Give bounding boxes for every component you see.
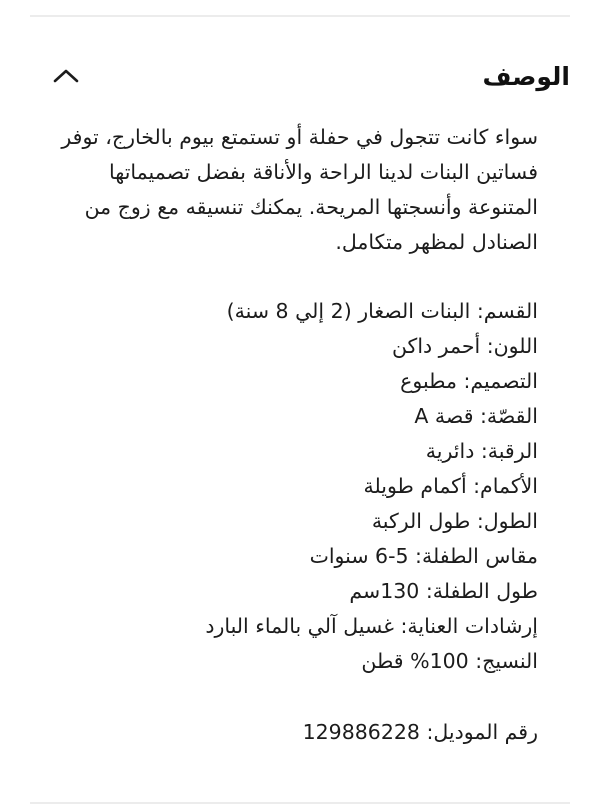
description-header[interactable] (30, 48, 570, 104)
section-title: الوصف (482, 61, 570, 91)
specs-list (38, 294, 538, 679)
spec-sleeves: الأكمام: أكمام طويلة (363, 474, 538, 498)
collapse-button[interactable] (46, 56, 86, 96)
description-paragraph: سواء كانت تتجول في حفلة أو تستمتع بيوم بالخارج، توفر فساتين البنات لدينا الراحة والأناقة بفضل تصميماتها المتنوعة وأنسجتها المريحة. يمكنك تنسيقه مع زوج من الصنادل لمظهر متكامل. (61, 125, 538, 254)
spec-color: اللون: أحمر داكن (391, 334, 538, 358)
description-content (38, 120, 538, 750)
bottom-divider (30, 802, 570, 804)
spec-care-instructions: إرشادات العناية: غسيل آلي بالماء البارد (205, 614, 538, 638)
chevron-up-icon (53, 68, 79, 84)
spec-length: الطول: طول الركبة (371, 509, 538, 533)
spec-child-height: طول الطفلة: 130سم (349, 579, 538, 603)
spec-neckline: الرقبة: دائرية (425, 439, 538, 463)
model-number: رقم الموديل: 129886228 (302, 720, 538, 744)
spec-pattern: التصميم: مطبوع (400, 369, 538, 393)
spec-fabric: النسيج: 100% قطن (361, 649, 538, 673)
spec-department: القسم: البنات الصغار (2 إلي 8 سنة) (226, 299, 538, 323)
top-divider (30, 15, 570, 17)
spec-cut: القصّة: قصة A (414, 404, 538, 428)
spec-child-size: مقاس الطفلة: 5-6 سنوات (309, 544, 538, 568)
